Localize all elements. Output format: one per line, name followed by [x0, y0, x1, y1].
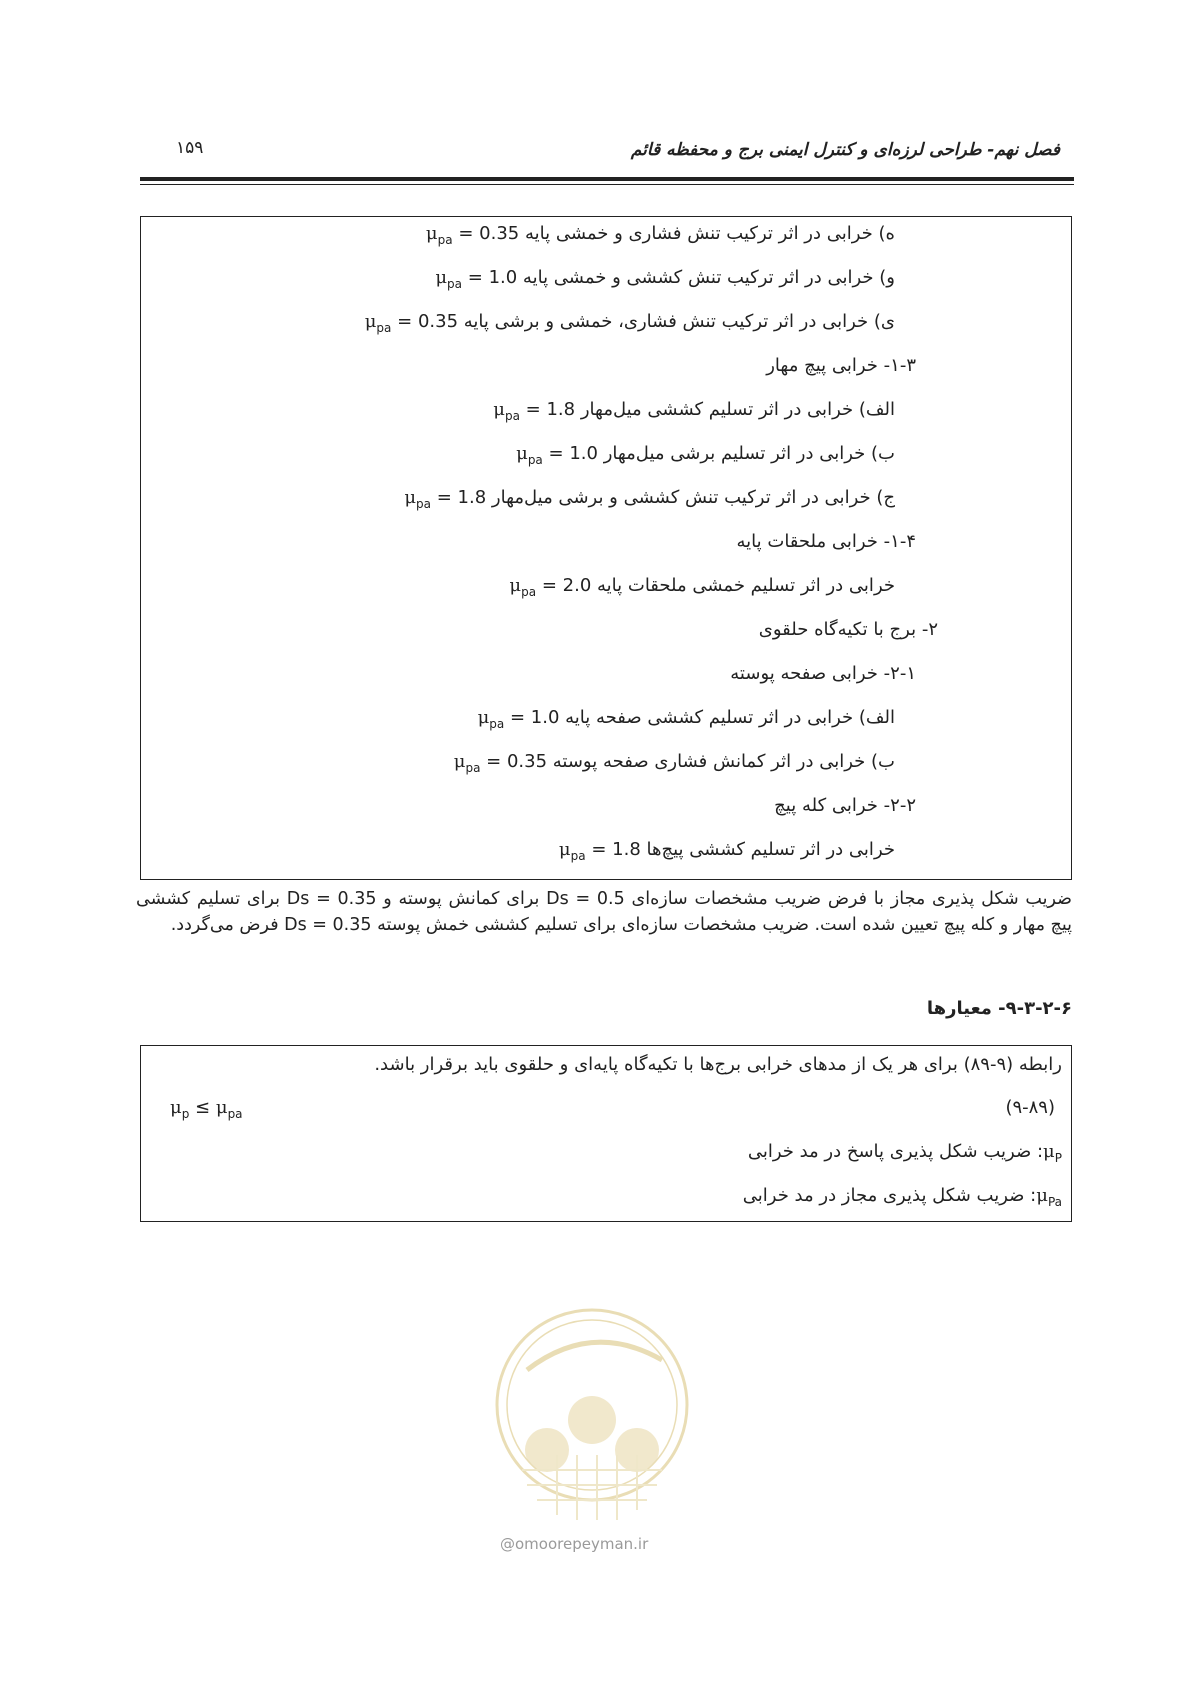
section-heading: ۹-۳-۲-۶- معیارها — [926, 998, 1072, 1019]
watermark-site: @omoorepeyman.ir — [500, 1535, 649, 1553]
omoorepeyman-watermark-logo — [487, 1300, 697, 1550]
mu-subscript: pa — [416, 497, 431, 511]
failure-line — [516, 441, 895, 467]
relation-symbol: ≤ — [189, 1097, 216, 1118]
definition-text: : ضریب شکل پذیری پاسخ در مد خرابی — [747, 1141, 1044, 1162]
subsection-title — [766, 353, 916, 379]
mu-subscript: pa — [376, 321, 392, 335]
logo-gears — [525, 1396, 659, 1472]
mu-symbol: μ — [404, 487, 417, 508]
failure-line-text: خرابی در اثر تسلیم کششی پیچ‌ها 1.8 = — [585, 839, 895, 860]
subsection-title — [730, 661, 916, 687]
mu-symbol: μ — [425, 223, 438, 244]
mu-subscript: pa — [489, 717, 505, 731]
logo-calligraphy-stroke — [527, 1342, 662, 1370]
mu-subscript: pa — [521, 585, 537, 599]
mu-symbol: μ — [1036, 1185, 1048, 1206]
mu-subscript: p — [181, 1107, 190, 1121]
failure-line-text: ب) خرابی در اثر کمانش فشاری صفحه پوسته 0.35 = — [480, 751, 895, 772]
subsection-title-text: ۱-۳- خرابی پیچ مهار — [766, 355, 916, 376]
failure-line-text: ب) خرابی در اثر تسلیم برشی میل‌مهار 1.0 = — [542, 443, 895, 464]
header-rule-thin — [140, 184, 1074, 185]
mu-subscript: pa — [570, 849, 586, 863]
subsection-title-text: ۲-۲- خرابی کله پیچ — [774, 795, 916, 816]
mu-symbol: μ — [364, 311, 377, 332]
equation-number: (۹-۸۹) — [1005, 1097, 1055, 1118]
section-title-text: ۲- برج با تکیه‌گاه حلقوی — [758, 619, 938, 640]
mu-symbol: μ — [516, 443, 528, 464]
mu-symbol: μ — [170, 1097, 182, 1118]
mu-symbol: μ — [215, 1097, 228, 1118]
mu-symbol: μ — [453, 751, 466, 772]
definition-mu-p — [748, 1139, 1062, 1165]
failure-line-text: ی) خرابی در اثر ترکیب تنش فشاری، خمشی و برشی پایه 0.35 = — [391, 311, 895, 332]
mu-symbol: μ — [435, 267, 448, 288]
failure-line — [478, 705, 895, 731]
mu-symbol: μ — [1043, 1141, 1055, 1162]
definition-mu-pa — [743, 1183, 1062, 1209]
chapter-title: فصل نهم- طراحی لرزه‌ای و کنترل ایمنی برج و محفظه قائم — [630, 140, 1060, 160]
equation — [170, 1095, 243, 1121]
failure-line — [454, 749, 895, 775]
mu-subscript: pa — [437, 233, 453, 247]
failure-line-text: الف) خرابی در اثر تسلیم کششی صفحه پایه 1.0 = — [504, 707, 895, 728]
mu-subscript: P — [1054, 1151, 1062, 1165]
section-title — [759, 617, 938, 643]
failure-line — [493, 397, 895, 423]
failure-line — [404, 485, 895, 511]
page-number: ۱۵۹ — [176, 138, 204, 158]
failure-line-text: خرابی در اثر تسلیم خمشی ملحقات پایه 2.0 = — [536, 575, 895, 596]
mu-subscript: pa — [527, 453, 543, 467]
failure-line — [365, 309, 895, 335]
subsection-title — [737, 529, 917, 555]
mu-subscript: pa — [504, 409, 520, 423]
failure-line — [559, 837, 895, 863]
definition-text: : ضریب شکل پذیری مجاز در مد خرابی — [742, 1185, 1037, 1206]
subsection-title-text: ۲-۱- خرابی صفحه پوسته — [730, 663, 916, 684]
failure-line — [509, 573, 895, 599]
subsection-title — [774, 793, 916, 819]
mu-symbol: μ — [493, 399, 505, 420]
failure-line-text: ج) خرابی در اثر ترکیب تنش کششی و برشی میل‌مهار 1.8 = — [431, 487, 895, 508]
failure-line-text: الف) خرابی در اثر تسلیم کششی میل‌مهار 1.8 = — [519, 399, 895, 420]
failure-line-text: ه) خرابی در اثر ترکیب تنش فشاری و خمشی پایه 0.35 = — [452, 223, 895, 244]
ductility-paragraph: ضریب شکل پذیری مجاز با فرض ضریب مشخصات سازه‌ای Ds = 0.5 برای کمانش پوسته و Ds = 0.35 برای تسلیم کششی پیچ مهار و کله پیچ تعیین شده است. ضریب مشخصات سازه‌ای برای تسلیم کششی خمش پوسته Ds = 0.35 فرض می‌گردد. — [136, 889, 1072, 935]
mu-symbol: μ — [509, 575, 522, 596]
mu-subscript: pa — [465, 761, 481, 775]
mu-symbol: μ — [558, 839, 571, 860]
header-rule-thick — [140, 177, 1074, 181]
failure-line — [426, 221, 895, 247]
failure-line — [435, 265, 895, 291]
mu-subscript: Pa — [1047, 1195, 1062, 1209]
failure-line-text: و) خرابی در اثر ترکیب تنش کششی و خمشی پایه 1.0 = — [462, 267, 895, 288]
mu-symbol: μ — [477, 707, 490, 728]
mu-subscript: pa — [447, 277, 463, 291]
mu-subscript: pa — [227, 1107, 243, 1121]
criteria-intro: رابطه (۹-۸۹) برای هر یک از مدهای خرابی برج‌ها با تکیه‌گاه پایه‌ای و حلقوی باید برقرار باشد. — [374, 1054, 1062, 1075]
subsection-title-text: ۱-۴- خرابی ملحقات پایه — [736, 531, 916, 552]
